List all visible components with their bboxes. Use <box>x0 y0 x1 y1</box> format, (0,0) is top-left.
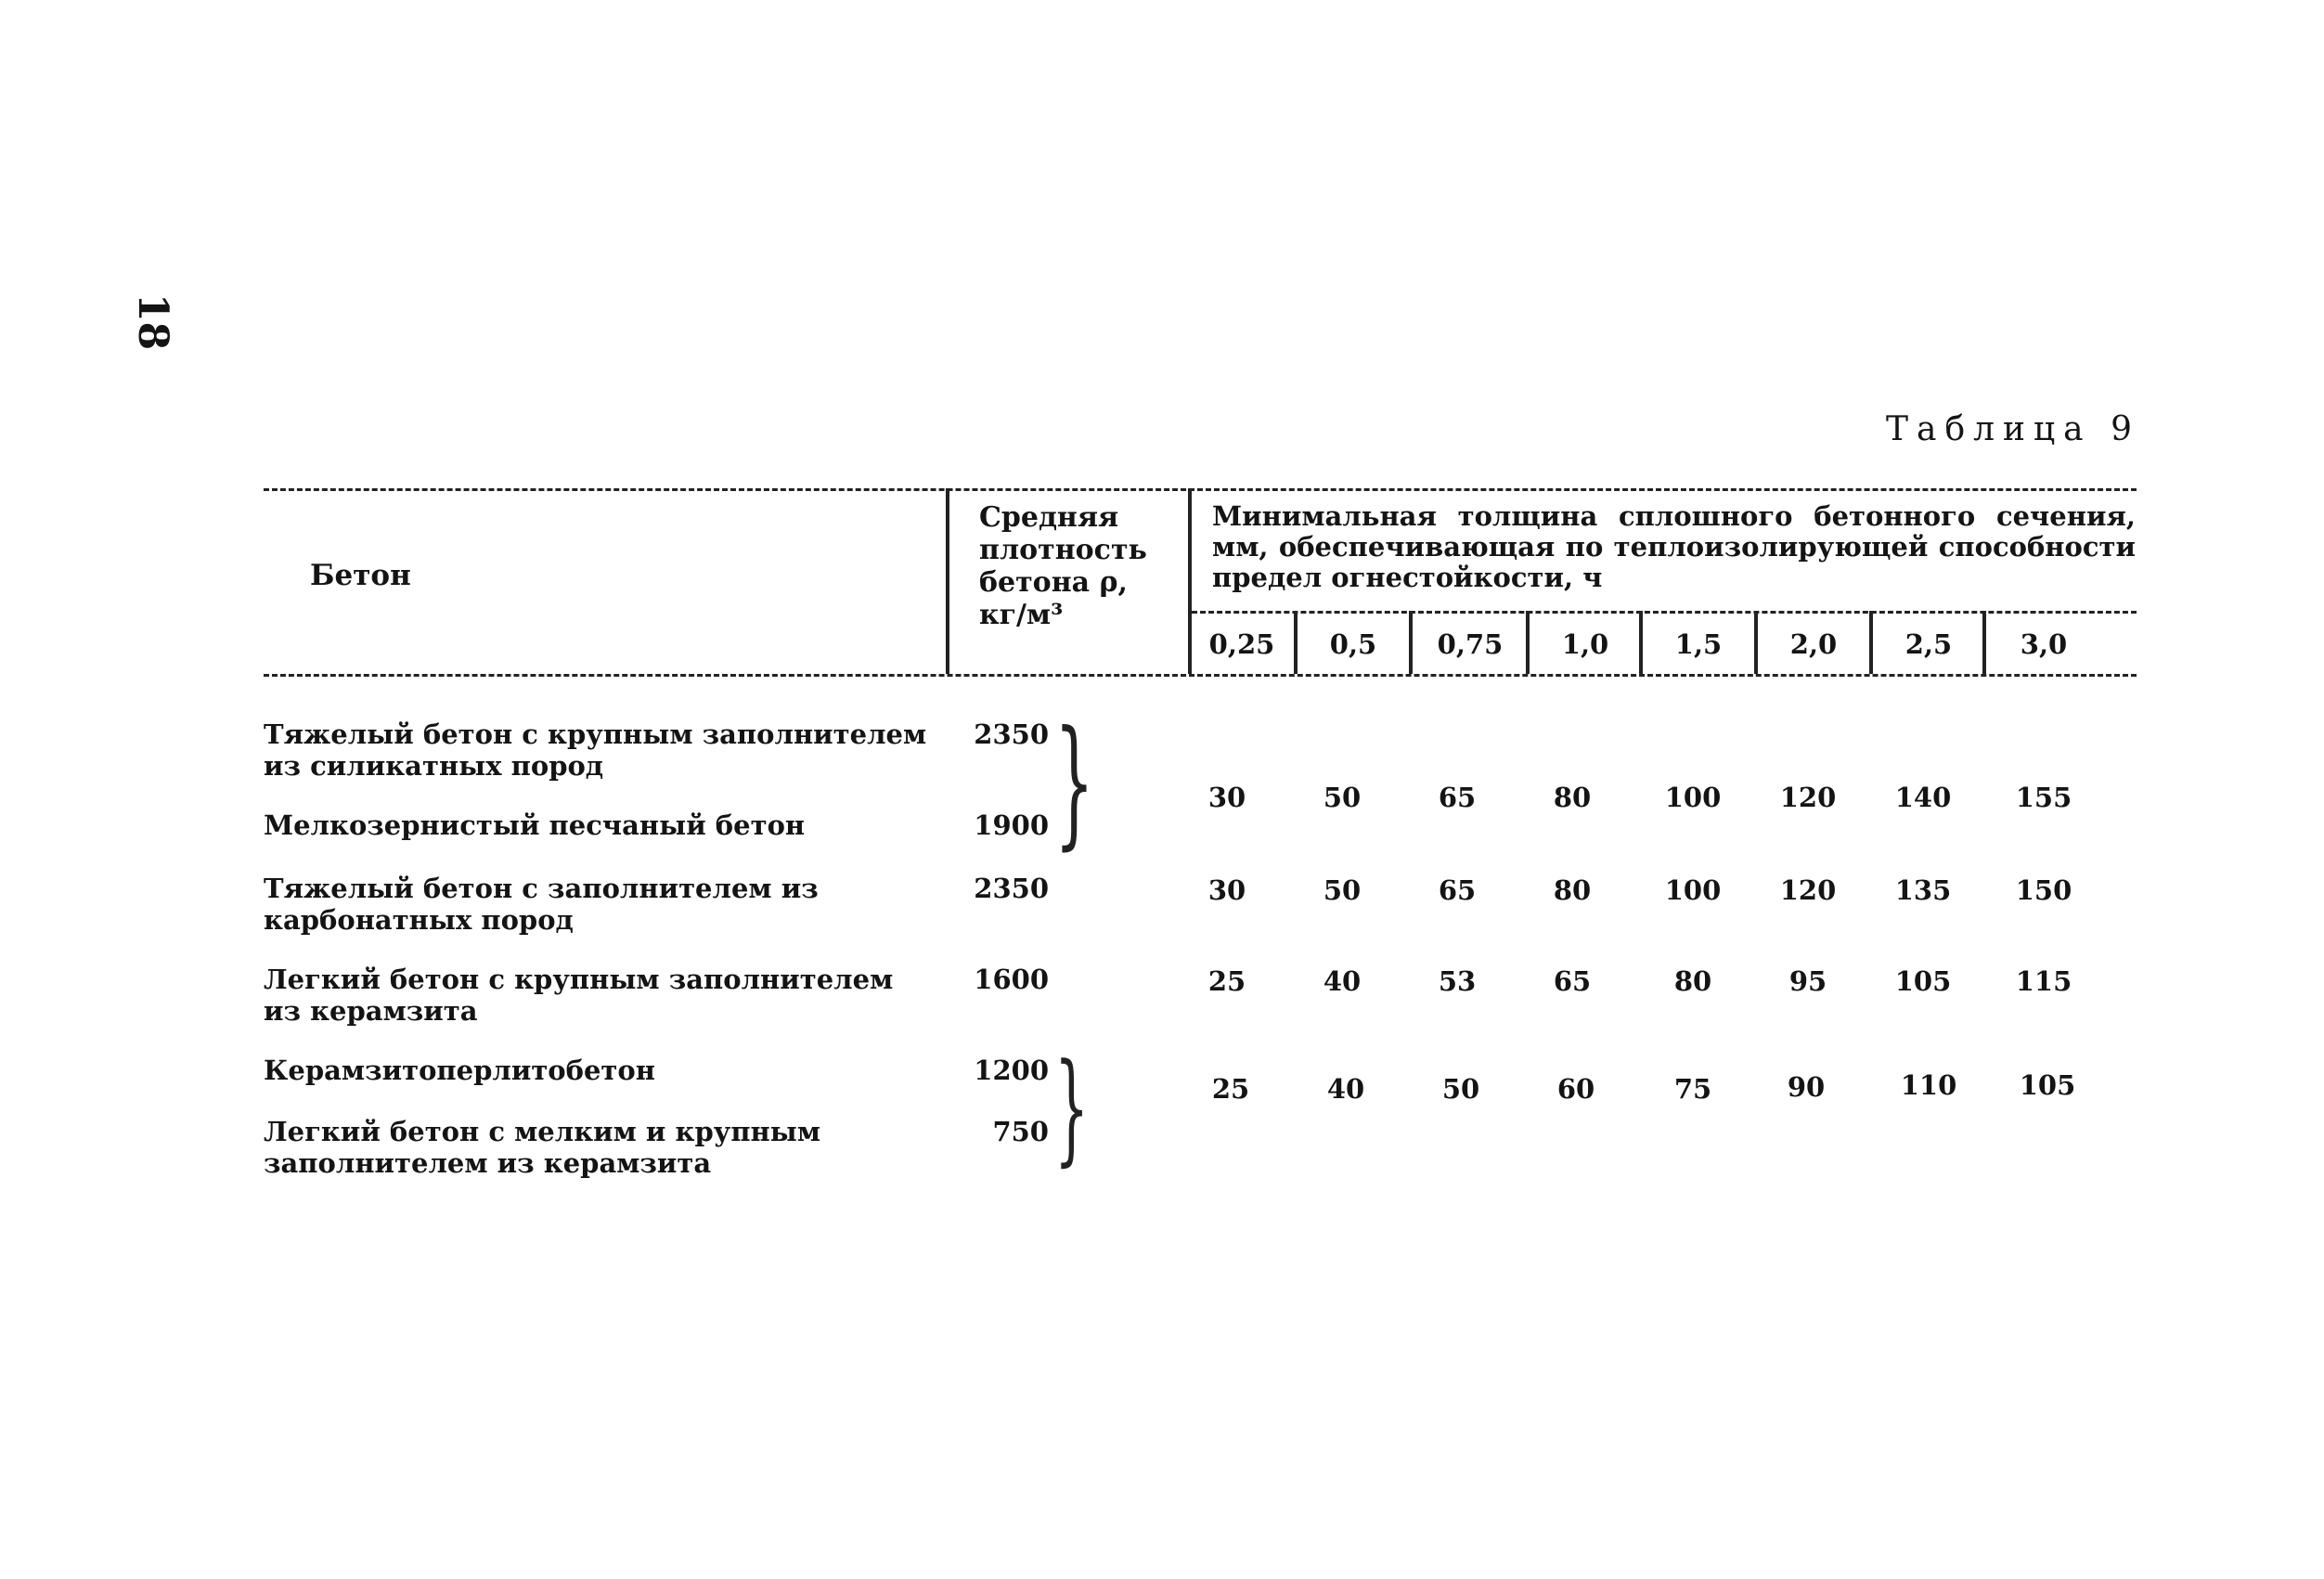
table-divider-concrete-density <box>946 488 949 674</box>
thickness-value: 40 <box>1323 965 1362 997</box>
thickness-value: 105 <box>2019 1069 2076 1101</box>
fire-rating-header: 1,0 <box>1561 628 1609 660</box>
thickness-value: 65 <box>1553 965 1592 997</box>
fire-rating-header: 0,75 <box>1437 628 1504 660</box>
thickness-value: 100 <box>1664 874 1722 906</box>
thickness-value: 155 <box>2015 782 2072 813</box>
table-header-bottom-rule <box>264 674 2137 677</box>
density-value: 1900 <box>974 809 1049 841</box>
concrete-name: Легкий бетон с мелким и крупным заполнителем из керамзита <box>264 1116 821 1179</box>
thickness-value: 30 <box>1207 782 1246 813</box>
fire-rating-header: 3,0 <box>2020 628 2068 660</box>
thickness-value: 30 <box>1207 874 1246 906</box>
fire-rating-header: 1,5 <box>1674 628 1723 660</box>
thickness-value: 110 <box>1900 1069 1957 1101</box>
table-caption: Таблица 9 <box>1886 410 2140 448</box>
thickness-value: 50 <box>1441 1073 1480 1105</box>
thickness-value: 65 <box>1438 874 1477 906</box>
concrete-name: Мелкозернистый песчаный бетон <box>264 809 806 841</box>
thickness-value: 53 <box>1438 965 1477 997</box>
concrete-name: Легкий бетон с крупным заполнителем из керамзита <box>264 964 894 1027</box>
density-value: 1200 <box>974 1055 1049 1086</box>
fire-rating-header: 0,25 <box>1208 628 1275 660</box>
thickness-value: 115 <box>2015 965 2072 997</box>
header-concrete: Бетон <box>310 559 411 592</box>
thickness-value: 120 <box>1779 782 1837 813</box>
thickness-value: 100 <box>1664 782 1722 813</box>
fire-rating-header: 0,5 <box>1329 628 1377 660</box>
header-thickness: Минимальная толщина сплошного бетонного сечения, мм, обеспечивающая по теплоизолирующей способности предел огнестойкости, ч <box>1212 500 2136 593</box>
concrete-name: Тяжелый бетон с заполнителем из карбонатных пород <box>264 873 819 936</box>
header-density: Средняя плотность бетона ρ, кг/м³ <box>979 501 1147 631</box>
thickness-value: 80 <box>1553 782 1592 813</box>
table-header-mid-rule <box>1192 611 2137 614</box>
density-value: 1600 <box>974 964 1049 995</box>
group-brace: } <box>1054 1037 1090 1178</box>
density-value: 2350 <box>974 873 1049 904</box>
thickness-value: 150 <box>2015 874 2072 906</box>
thickness-value: 50 <box>1323 782 1362 813</box>
density-value: 750 <box>992 1116 1049 1147</box>
thickness-value: 120 <box>1779 874 1837 906</box>
thickness-value: 75 <box>1673 1073 1712 1105</box>
thickness-value: 80 <box>1553 874 1592 906</box>
concrete-name: Керамзитоперлитобетон <box>264 1055 655 1086</box>
thickness-value: 50 <box>1323 874 1362 906</box>
thickness-value: 140 <box>1894 782 1952 813</box>
thickness-value: 90 <box>1787 1071 1826 1103</box>
thickness-value: 25 <box>1207 965 1246 997</box>
thickness-value: 95 <box>1788 965 1827 997</box>
thickness-value: 80 <box>1673 965 1712 997</box>
group-brace: } <box>1054 702 1094 863</box>
page-number: 18 <box>129 293 176 351</box>
thickness-value: 65 <box>1438 782 1477 813</box>
thickness-value: 135 <box>1894 874 1952 906</box>
fire-rating-header: 2,0 <box>1789 628 1838 660</box>
concrete-name: Тяжелый бетон с крупным заполнителем из силикатных пород <box>264 718 927 782</box>
thickness-value: 105 <box>1894 965 1952 997</box>
thickness-value: 60 <box>1556 1073 1595 1105</box>
density-value: 2350 <box>974 718 1049 750</box>
fire-rating-header: 2,5 <box>1904 628 1953 660</box>
thickness-value: 40 <box>1326 1073 1365 1105</box>
table-top-rule <box>264 488 2137 491</box>
thickness-value: 25 <box>1211 1073 1250 1105</box>
